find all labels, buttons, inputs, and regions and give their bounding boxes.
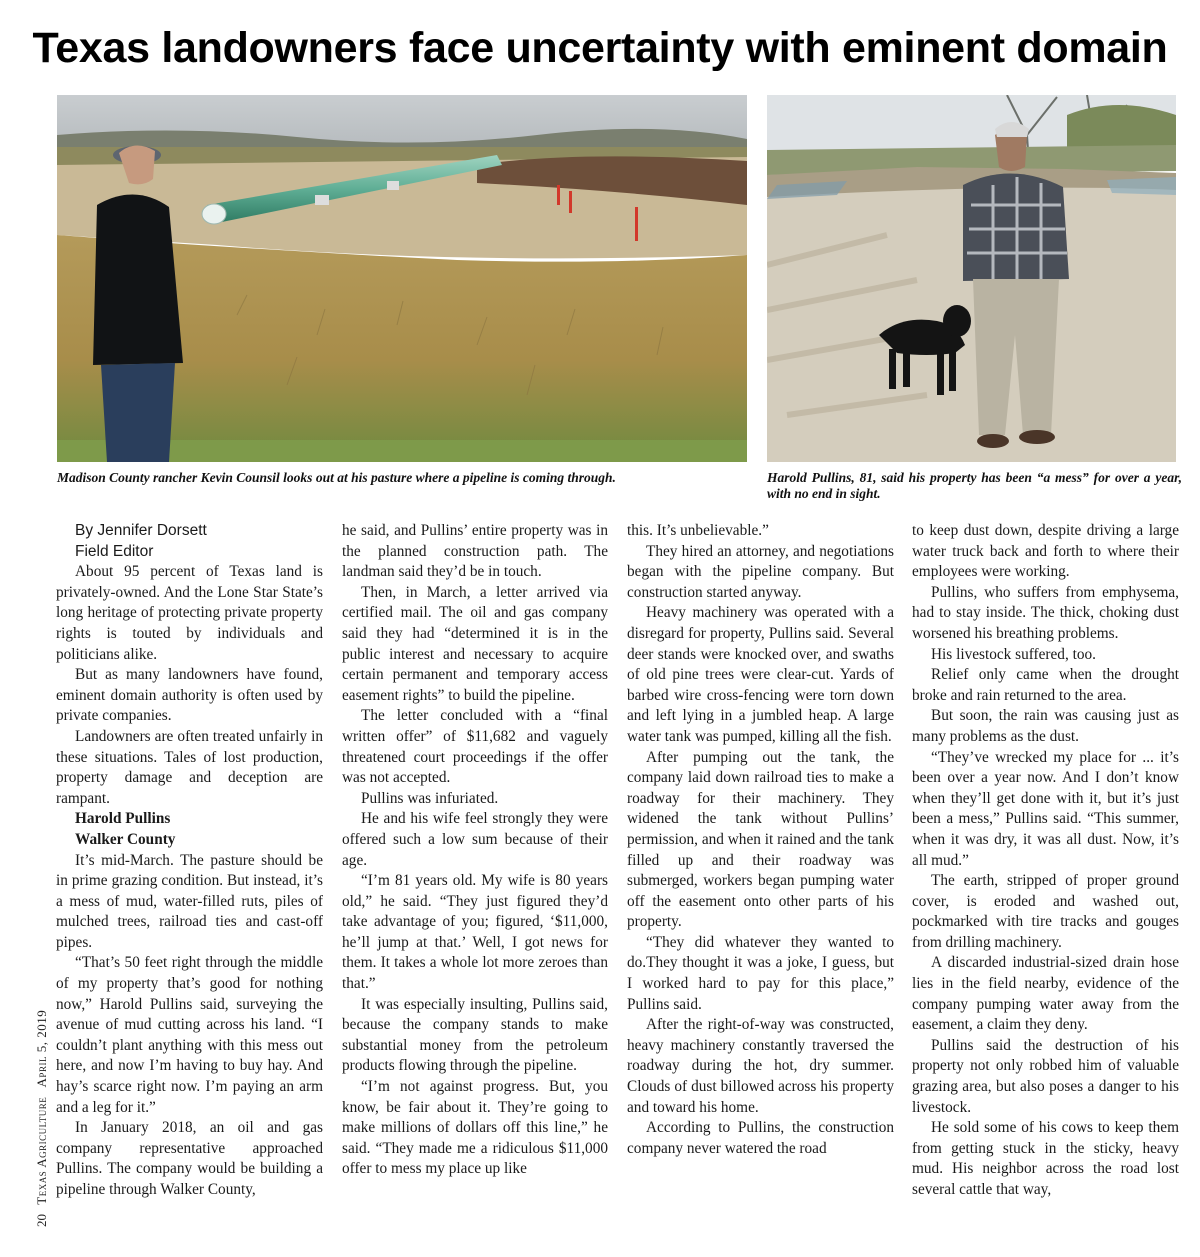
paragraph: “That’s 50 feet right through the middle of my property that’s good for nothing now,” Harold Pullins said, surveying the avenue of mud cutting across his land. “I couldn’t plant anything with this mess out here, and now I’m having to buy hay. And hay’s scarce right now. I’m paying an arm and a leg for it.” (56, 954, 323, 1116)
article-column-2 (342, 521, 608, 1231)
page-number: 20 (34, 1214, 49, 1227)
paragraph: to keep dust down, despite driving a large water truck back and forth to where their employees were working. (912, 522, 1179, 581)
photo-caption-left: Madison County rancher Kevin Counsil looks out at his pasture where a pipeline is coming through. (57, 470, 616, 485)
paragraph: He sold some of his cows to keep them from getting stuck in the sticky, heavy mud. His neighbor across the road lost several cattle that way, (912, 1119, 1179, 1198)
paragraph: “I’m not against progress. But, you know, be fair about it. They’re going to make millions of dollars off this line,” he said. “They made me a ridiculous $11,000 offer to mess my place up like (342, 1078, 608, 1178)
headline: Texas landowners face uncertainty with eminent domain (32, 24, 1168, 72)
paragraph: this. It’s unbelievable.” (627, 522, 769, 539)
paragraph: But soon, the rain was causing just as many problems as the dust. (912, 707, 1179, 745)
paragraph: He and his wife feel strongly they were offered such a low sum because of their age. (342, 810, 608, 869)
photo-harold-pullins (767, 95, 1176, 462)
paragraph: But as many landowners have found, eminent domain authority is often used by private companies. (56, 666, 323, 725)
paragraph: he said, and Pullins’ entire property was in the planned construction path. The landman said they’d be in touch. (342, 522, 608, 581)
article-column-4 (912, 521, 1179, 1231)
paragraph: Pullins was infuriated. (361, 789, 499, 807)
paragraph: In January 2018, an oil and gas company representative approached Pullins. The company would be building a pipeline through Walker County, (56, 1119, 323, 1198)
paragraph: Pullins said the destruction of his property not only robbed him of valuable grazing area, but also poses a danger to his livestock. (912, 1036, 1179, 1116)
paragraph: The letter concluded with a “final written offer” of $11,682 and vaguely threatened court proceedings if the offer was not accepted. (342, 707, 608, 787)
paragraph: According to Pullins, the construction company never watered the road (627, 1119, 894, 1157)
subhead-name: Harold Pullins (75, 810, 171, 828)
paragraph: Pullins, who suffers from emphysema, had to stay inside. The thick, choking dust worsened his breathing problems. (912, 583, 1179, 642)
photo-rancher-pipeline (57, 95, 747, 462)
paragraph: A discarded industrial-sized drain hose lies in the field nearby, evidence of the company pumping water away from the easement, a claim they deny. (912, 954, 1179, 1034)
page-folio (34, 1004, 50, 1227)
paragraph: They hired an attorney, and negotiations began with the pipeline company. But construction started anyway. (627, 542, 894, 601)
paragraph: “They’ve wrecked my place for ... it’s been over a year now. And I don’t know when they’ll get done with it, but it’s just been a mess,” Pullins said. “This summer, when it was dry, it was all dust. Now, it’s all mud.” (912, 748, 1179, 869)
paragraph: Relief only came when the drought broke and rain returned to the area. (912, 666, 1179, 704)
paragraph: It’s mid-March. The pasture should be in prime grazing condition. But instead, it’s a mess of mud, water-filled ruts, piles of mulched trees, railroad ties and cast-off pipes. (56, 851, 323, 951)
photo-caption-right: Harold Pullins, 81, said his property has been “a mess” for over a year, with no end in sight. (767, 470, 1182, 501)
article-column-3 (627, 521, 894, 1231)
paragraph: About 95 percent of Texas land is privately-owned. And the Lone Star State’s long heritage of protecting private property rights is touted by individuals and politicians alike. (56, 563, 323, 663)
magazine-name: Texas Agriculture (34, 1096, 49, 1205)
subhead-county: Walker County (75, 830, 176, 848)
paragraph: “I’m 81 years old. My wife is 80 years old,” he said. “They just figured they’d take advantage of you; figured, ‘$11,000, he’ll jump at that.’ Well, I got news for them. It takes a whole lot more zeroes than that.” (342, 872, 608, 993)
paragraph: It was especially insulting, Pullins said, because the company stands to make substantial money from the petroleum products flowing through the pipeline. (342, 995, 608, 1075)
paragraph: Heavy machinery was operated with a disregard for property, Pullins said. Several deer stands were knocked over, and swaths of old pine trees were clear-cut. Yards of barbed wire cross-fencing were torn down and left lying in a jumbled heap. A large water tank was pumped, killing all the fish. (627, 604, 894, 745)
article-column-1 (56, 521, 323, 1231)
byline-title: Field Editor (75, 542, 154, 560)
paragraph: “They did whatever they wanted to do.They thought it was a joke, I guess, but I worked hard to pay for this place,” Pullins said. (627, 933, 894, 1013)
paragraph: Then, in March, a letter arrived via certified mail. The oil and gas company said they had “determined it is in the public interest and necessary to acquire certain permanent and temporary access easement rights” to build the pipeline. (342, 583, 608, 704)
paragraph: After the right-of-way was constructed, heavy machinery constantly traversed the roadway during the hot, dry summer. Clouds of dust billowed across his property and toward his home. (627, 1016, 894, 1116)
issue-date: April 5, 2019 (34, 1009, 49, 1088)
paragraph: The earth, stripped of proper ground cover, is eroded and washed out, pockmarked with tire tracks and gouges from drilling machinery. (912, 872, 1179, 951)
paragraph: His livestock suffered, too. (931, 645, 1096, 663)
paragraph: After pumping out the tank, the company laid down railroad ties to make a roadway for their machinery. They widened the tank without Pullins’ permission, and when it rained and the tank filled up and their roadway was submerged, workers began pumping water off the easement onto other parts of his property. (627, 748, 894, 931)
paragraph: Landowners are often treated unfairly in these situations. Tales of lost production, property damage and deception are rampant. (56, 727, 323, 807)
byline: By Jennifer Dorsett (75, 522, 207, 539)
